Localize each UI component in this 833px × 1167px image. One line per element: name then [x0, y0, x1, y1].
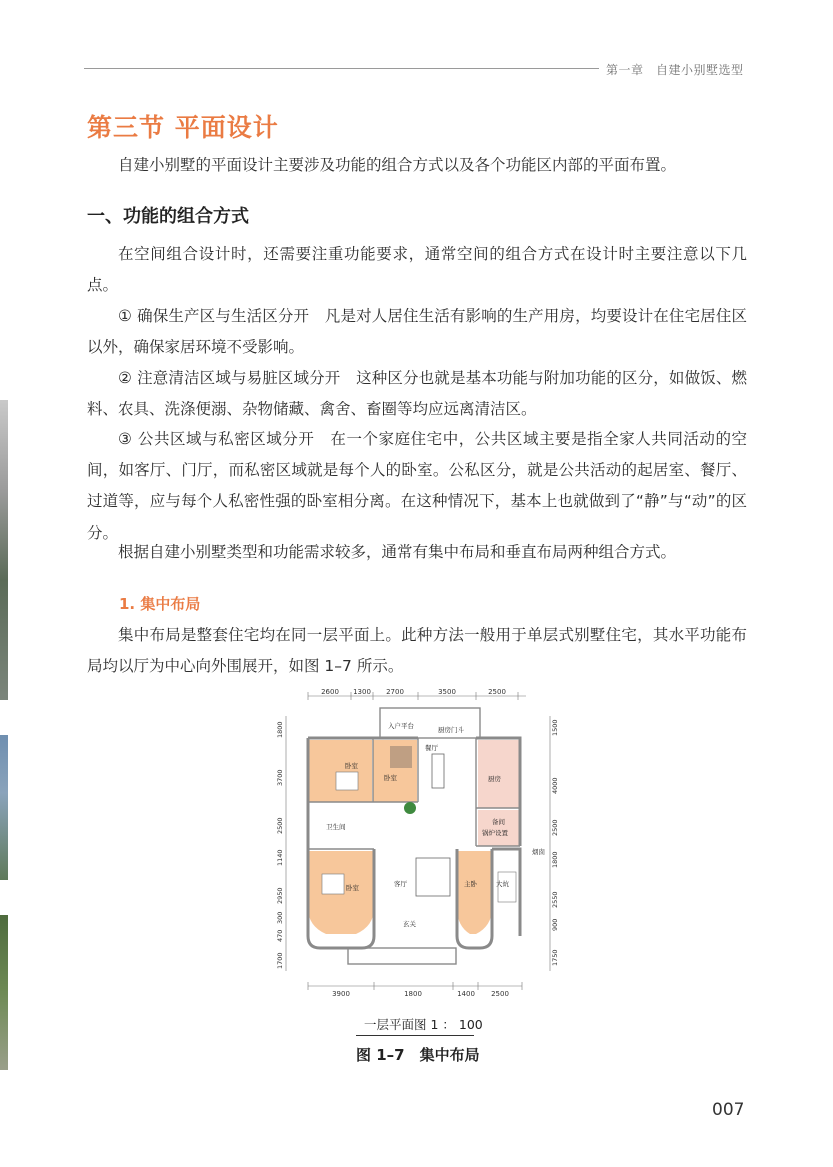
dim-label: 2700 [386, 688, 404, 696]
bed-icon [322, 874, 344, 894]
room-label: 卫生间 [326, 823, 346, 831]
bed-icon [336, 772, 358, 790]
room-label: 玄关 [403, 920, 416, 928]
dim-label: 300 [276, 911, 284, 924]
dim-label: 4000 [551, 777, 559, 794]
subsection-heading: 一、功能的组合方式 [87, 206, 249, 227]
sofa-set [416, 858, 450, 896]
room-fill-kitchen [478, 740, 520, 808]
dim-label: 1700 [276, 952, 284, 969]
body-paragraph: ③ 公共区域与私密区域分开 在一个家庭住宅中，公共区域主要是指全家人共同活动的空间，如客厅、门厅，而私密区域就是每个人的卧室。公私区分，就是公共活动的起居室、餐厅、过道等，应与每个人私密性强的卧室相分离。在这种情况下，基本上也就做到了“静”与“动”的区分。 [87, 430, 747, 542]
body-paragraph: 集中布局是整套住宅均在同一层平面上。此种方法一般用于单层式别墅住宅，其水平功能布局均以厅为中心向外围展开，如图 1–7 所示。 [87, 626, 747, 676]
dim-label: 2550 [551, 891, 559, 908]
room-label: 备间 [492, 818, 505, 826]
plant-icon [404, 802, 416, 814]
dim-label: 2600 [321, 688, 339, 696]
room-label: 厨房 [488, 775, 501, 783]
dim-label: 3900 [332, 990, 350, 998]
figure-caption: 图 1–7 集中布局 [356, 1046, 480, 1064]
room-fill-storage [478, 810, 520, 846]
dim-label: 2500 [488, 688, 506, 696]
room-label: 卧室 [384, 774, 397, 782]
dim-label: 1800 [551, 851, 559, 868]
dim-label: 2950 [276, 887, 284, 904]
room-label: 大炕 [496, 880, 509, 888]
body-paragraph: 在空间组合设计时，还需要注重功能要求，通常空间的组合方式在设计时主要注意以下几点。 [87, 245, 747, 295]
body-paragraph: 根据自建小别墅类型和功能需求较多，通常有集中布局和垂直布局两种组合方式。 [118, 543, 677, 561]
room-label: 餐厅 [425, 744, 438, 752]
dining-table [432, 754, 444, 788]
layout-heading: 1. 集中布局 [119, 595, 201, 613]
dim-label: 2500 [491, 990, 509, 998]
dim-label: 900 [551, 918, 559, 931]
plan-title-underline [356, 1035, 474, 1036]
room-label: 卧室 [345, 762, 358, 770]
dim-label: 3700 [276, 769, 284, 786]
floor-plan-figure [270, 686, 566, 998]
dim-label: 1300 [353, 688, 371, 696]
body-paragraph: ① 确保生产区与生活区分开 凡是对人居住生活有影响的生产用房，均要设计在住宅居住区以外，确保家居环境不受影响。 [87, 307, 747, 357]
dim-label: 1800 [404, 990, 422, 998]
room-label: 主卧 [464, 880, 477, 888]
room-fill-bedroom [308, 740, 372, 802]
dim-label: 3500 [438, 688, 456, 696]
room-label: 厨房门斗 [438, 726, 464, 734]
room-label: 烟囱 [532, 848, 545, 856]
edge-photo-strip [0, 915, 8, 1070]
section-intro: 自建小别墅的平面设计主要涉及功能的组合方式以及各个功能区内部的平面布置。 [118, 156, 677, 174]
edge-photo-strip [0, 735, 8, 880]
dim-label: 2500 [276, 817, 284, 834]
page-number: 007 [712, 1100, 745, 1120]
room-label: 客厅 [394, 880, 407, 888]
dim-label: 1400 [457, 990, 475, 998]
dim-label: 2500 [551, 819, 559, 836]
dim-label: 1800 [276, 721, 284, 738]
section-title: 第三节 平面设计 [87, 113, 279, 142]
dim-label: 470 [276, 929, 284, 942]
running-header: 第一章 自建小别墅选型 [606, 63, 744, 77]
edge-photo-strip [0, 400, 8, 700]
dim-label: 1500 [551, 719, 559, 736]
room-label: 入户平台 [388, 722, 414, 730]
room-label: 锅炉设置 [482, 829, 508, 837]
dim-label: 1140 [276, 849, 284, 866]
dim-label: 1750 [551, 949, 559, 966]
plan-title: 一层平面图 1 ： 100 [364, 1017, 483, 1032]
body-paragraph: ② 注意清洁区域与易脏区域分开 这种区分也就是基本功能与附加功能的区分，如做饭、燃料、农具、洗涤便溺、杂物储藏、禽舍、畜圈等均应远离清洁区。 [87, 369, 747, 419]
header-rule [84, 68, 599, 69]
room-fill-master [457, 851, 492, 934]
stair-pattern [390, 746, 412, 768]
floor-plan-drawing [270, 686, 566, 998]
room-label: 卧室 [346, 884, 359, 892]
